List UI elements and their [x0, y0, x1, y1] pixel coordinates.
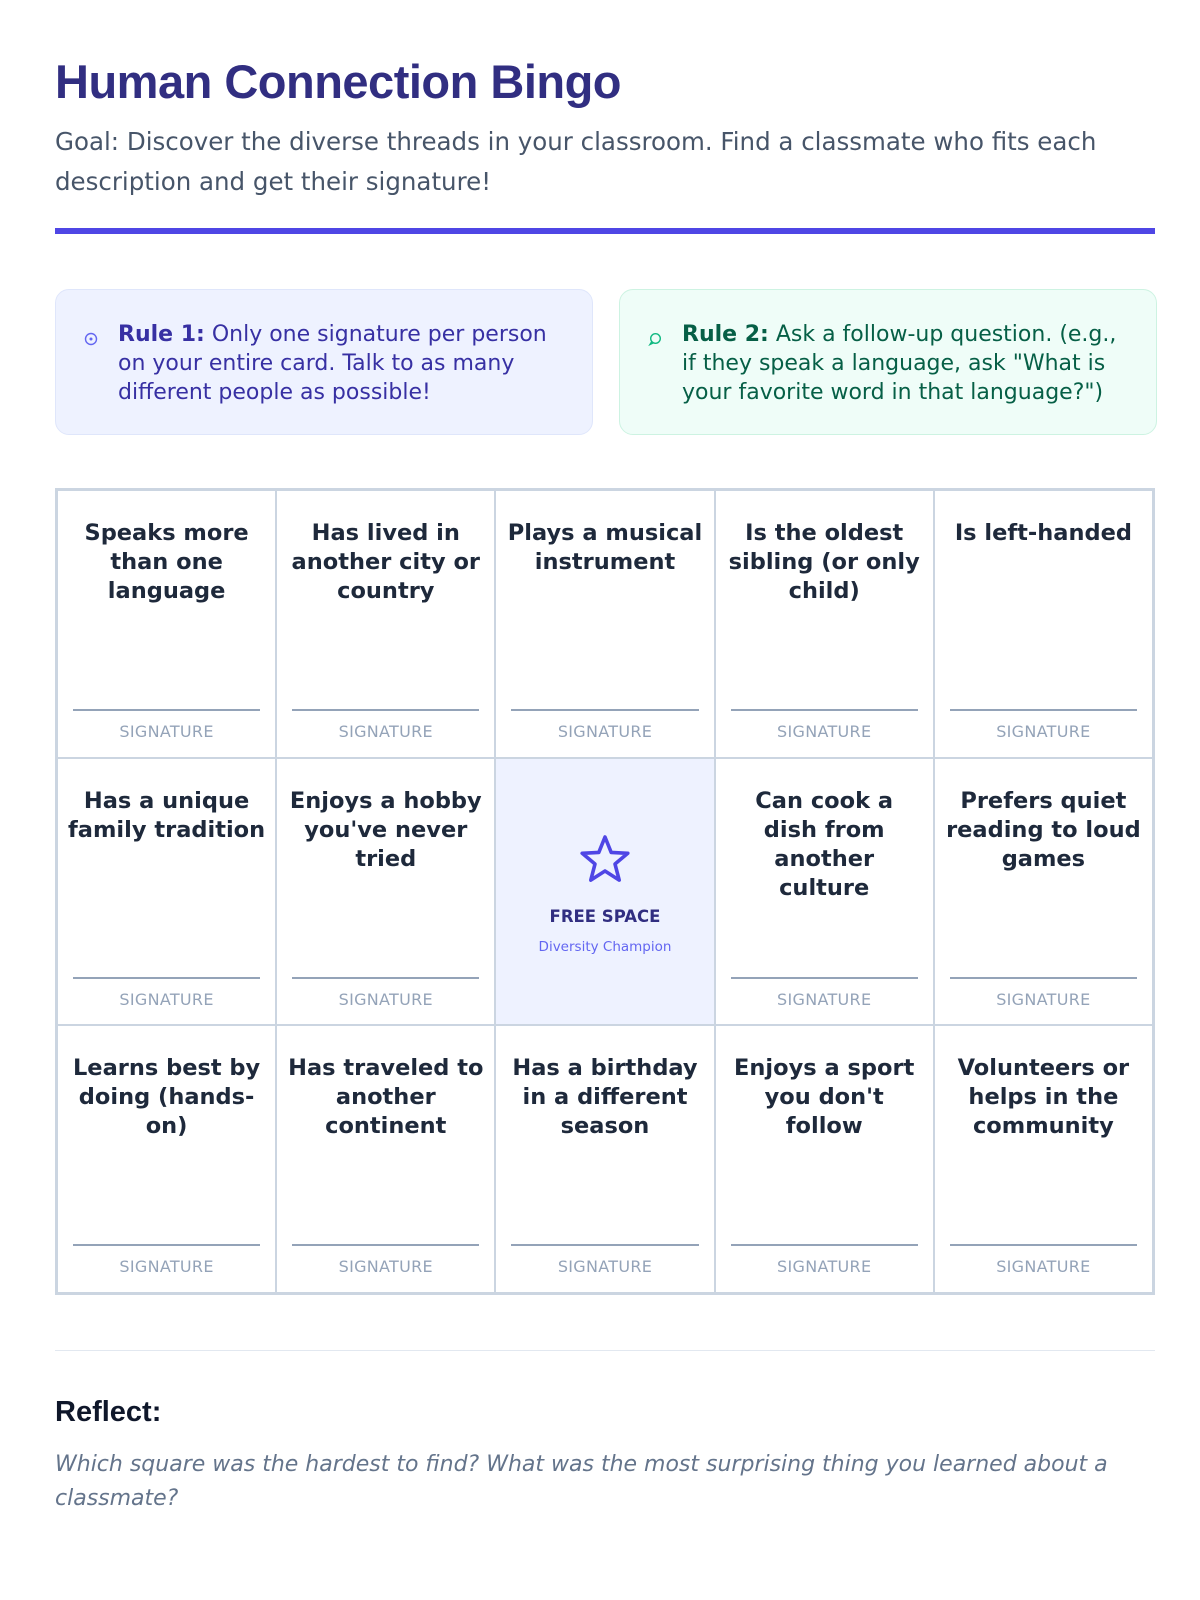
bingo-square[interactable] [495, 1025, 714, 1293]
square-prompt: Speaks more than one language [84, 520, 249, 604]
square-prompt: Enjoys a sport you don't follow [734, 1055, 915, 1140]
signature-line [292, 977, 479, 979]
signature-line [731, 709, 918, 711]
speech-bubble-icon [648, 332, 662, 346]
bingo-square[interactable] [57, 490, 276, 758]
star-icon [578, 833, 632, 887]
signature-label: SIGNATURE [119, 1257, 214, 1277]
bingo-square[interactable] [715, 1025, 934, 1293]
signature-line [511, 709, 698, 711]
signature-line [73, 709, 260, 711]
signature-label: SIGNATURE [338, 1257, 433, 1277]
signature-line [731, 1244, 918, 1246]
signature-label: SIGNATURE [996, 989, 1091, 1009]
bingo-square[interactable] [276, 490, 495, 758]
free-space-title: FREE SPACE [549, 906, 661, 926]
bingo-grid [55, 488, 1155, 1295]
signature-label: SIGNATURE [777, 989, 872, 1009]
square-prompt: Plays a musical instrument [507, 520, 703, 575]
signature-line [292, 709, 479, 711]
bingo-square[interactable] [57, 758, 276, 1026]
signature-label: SIGNATURE [777, 1257, 872, 1277]
square-prompt: Has a birthday in a different season [512, 1055, 698, 1140]
signature-label: SIGNATURE [557, 1257, 653, 1277]
bingo-square[interactable] [715, 758, 934, 1026]
signature-line [511, 1244, 698, 1246]
rule-2-box [619, 289, 1157, 435]
reflect-question: Which square was the hardest to find? What was the most surprising thing you learned about a classmate? [55, 1452, 1108, 1511]
square-prompt: Learns best by doing (hands-on) [72, 1055, 261, 1140]
bingo-square[interactable] [934, 1025, 1153, 1293]
free-space-subtitle: Diversity Champion [538, 938, 672, 955]
signature-line [950, 977, 1137, 979]
square-prompt: Is the oldest sibling (or only child) [728, 520, 920, 604]
square-prompt: Has a unique family tradition [68, 787, 266, 843]
square-prompt: Has lived in another city or country [291, 520, 481, 604]
signature-line [73, 1244, 260, 1246]
bingo-square[interactable] [934, 758, 1153, 1026]
square-prompt: Is left-handed [954, 520, 1132, 546]
signature-label: SIGNATURE [338, 722, 433, 741]
header-divider [55, 228, 1155, 234]
signature-line [950, 709, 1137, 711]
bingo-square[interactable] [276, 1025, 495, 1293]
bingo-square[interactable] [715, 490, 934, 758]
signature-label: SIGNATURE [557, 722, 653, 741]
bingo-square[interactable] [495, 490, 714, 758]
signature-label: SIGNATURE [777, 722, 872, 741]
page-subtitle: Goal: Discover the diverse threads in your classroom. Find a classmate who fits each description and get their signature! [55, 127, 1097, 196]
signature-label: SIGNATURE [119, 722, 214, 741]
free-space-square [495, 758, 714, 1026]
signature-line [950, 1244, 1137, 1246]
square-prompt: Enjoys a hobby you've never tried [289, 787, 482, 872]
bingo-square[interactable] [276, 758, 495, 1026]
info-circle-icon [84, 332, 98, 346]
signature-label: SIGNATURE [338, 989, 433, 1009]
section-divider [55, 1350, 1155, 1351]
bingo-square[interactable] [57, 1025, 276, 1293]
signature-label: SIGNATURE [119, 989, 214, 1009]
reflect-heading: Reflect: [55, 1396, 162, 1428]
signature-label: SIGNATURE [996, 1257, 1091, 1277]
square-prompt: Volunteers or helps in the community [957, 1055, 1130, 1140]
bingo-square[interactable] [934, 490, 1153, 758]
square-prompt: Can cook a dish from another culture [755, 787, 894, 901]
signature-line [731, 977, 918, 979]
signature-line [73, 977, 260, 979]
square-prompt: Prefers quiet reading to loud games [946, 787, 1141, 872]
square-prompt: Has traveled to another continent [288, 1055, 484, 1140]
rule-1-text: Only one signature per person on your entire card. Talk to as many different people as possible! [118, 322, 547, 405]
signature-line [292, 1244, 479, 1246]
page-title: Human Connection Bingo [55, 55, 622, 108]
rule-1-label: Rule 1: [118, 322, 205, 347]
signature-label: SIGNATURE [996, 722, 1091, 741]
rule-2-text: Ask a follow-up question. (e.g., if they speak a language, ask "What is your favorite word in that language?") [682, 322, 1117, 405]
rule-1-box [55, 289, 593, 435]
rule-2-label: Rule 2: [682, 322, 769, 347]
